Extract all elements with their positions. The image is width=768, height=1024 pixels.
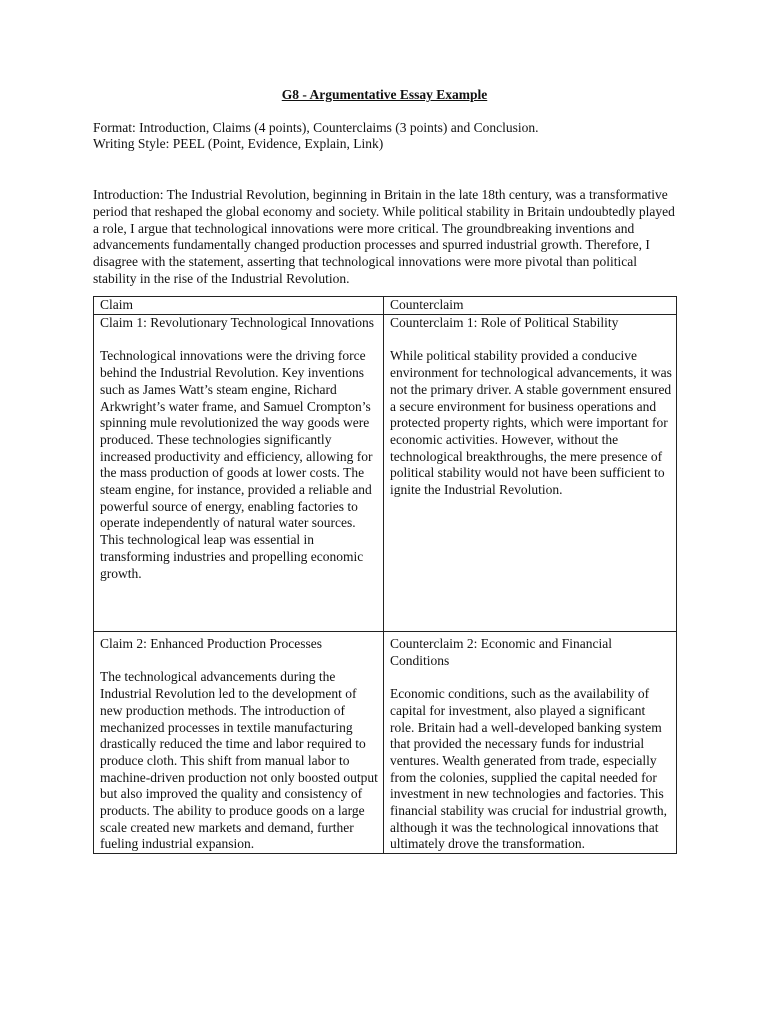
format-line: Format: Introduction, Claims (4 points), Counterclaims (3 points) and Conclusion.: [93, 119, 539, 135]
table-row: [94, 632, 677, 854]
introduction-paragraph: Introduction: The Industrial Revolution, beginning in Britain in the late 18th century, was a transformative period that reshaped the global economy and society. While political stability in Britain undoubtedly played a role, I argue that technological innovations were more critical. The groundbreaking inventions and advancements fundamentally changed production processes and spurred industrial growth. Therefore, I disagree with the statement, asserting that technological innovations were more pivotal than political stability in the rise of the Industrial Revolution.: [93, 187, 675, 286]
counterclaim-title: Counterclaim 1: Role of Political Stability: [390, 315, 619, 331]
claims-table: [93, 296, 677, 854]
claim-cell: [94, 315, 384, 632]
counterclaim-cell: [384, 632, 677, 854]
table-header-row: [94, 297, 677, 315]
header-claim: Claim: [94, 297, 384, 315]
claim-title: Claim 1: Revolutionary Technological Innovations: [100, 315, 375, 331]
document-meta: [93, 120, 676, 153]
document-title: G8 - Argumentative Essay Example: [281, 87, 488, 102]
claim-body: Technological innovations were the driving force behind the Industrial Revolution. Key inventions such as James Watt’s steam engine, Richard Arkwright’s water frame, and Samuel Crompton’s spinning mule revolutionized the way goods were produced. These technologies significantly increased productivity and efficiency, allowing for the mass production of goods at lower costs. The steam engine, for instance, provided a reliable and powerful source of energy, enabling factories to operate independently of natural water sources. This technological leap was essential in transforming industries and propelling economic growth.: [100, 348, 373, 581]
claim-title: Claim 2: Enhanced Production Processes: [100, 636, 322, 652]
counterclaim-title: Counterclaim 2: Economic and Financial Conditions: [390, 636, 612, 668]
claim-cell: [94, 632, 384, 854]
claim-body: The technological advancements during the Industrial Revolution led to the development of new production methods. The introduction of mechanized processes in textile manufacturing drastically reduced the time and labor required to produce cloth. This shift from manual labor to machine-driven production not only boosted output but also improved the quality and consistency of products. The ability to produce goods on a large scale created new markets and demand, further fueling industrial expansion.: [100, 669, 378, 852]
header-counterclaim: Counterclaim: [384, 297, 677, 315]
table-row: [94, 315, 677, 632]
counterclaim-body: Economic conditions, such as the availability of capital for investment, also played a significant role. Britain had a well-developed banking system that provided the necessary funds for industrial ventures. Wealth generated from trade, especially from the colonies, supplied the capital needed for investment in new technologies and factories. This financial stability was crucial for industrial growth, although it was the technological innovations that ultimately drove the transformation.: [390, 686, 668, 852]
counterclaim-body: While political stability provided a conducive environment for technological advancements, it was not the primary driver. A stable government ensured a secure environment for business operations and protected property rights, which were important for economic activities. However, without the technological breakthroughs, the mere presence of political stability would not have been sufficient to ignite the Industrial Revolution.: [390, 348, 672, 498]
counterclaim-cell: [384, 315, 677, 632]
style-line: Writing Style: PEEL (Point, Evidence, Explain, Link): [93, 136, 384, 152]
document-page: [93, 87, 676, 854]
